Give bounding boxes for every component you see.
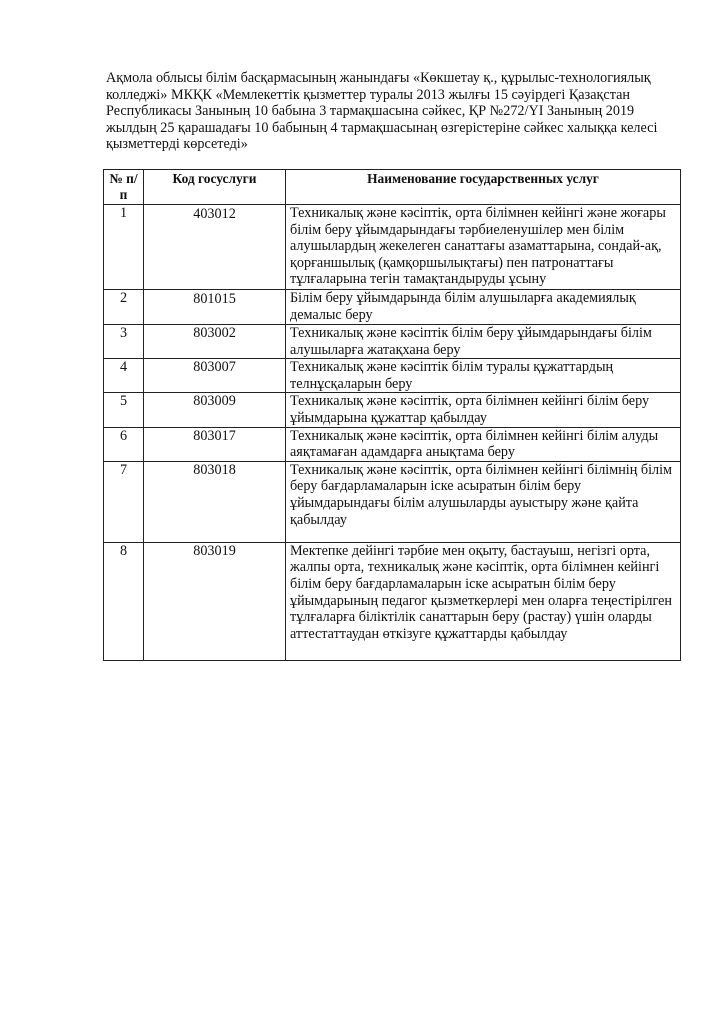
- header-service-code: Код госуслуги: [144, 170, 286, 205]
- intro-paragraph: [106, 70, 676, 153]
- table-row: [104, 393, 681, 427]
- row-service-code: 803019: [144, 542, 286, 660]
- header-service-name: Наименование государственных услуг: [286, 170, 681, 205]
- table-row: [104, 325, 681, 359]
- row-service-code: 801015: [144, 290, 286, 325]
- table-row: [104, 461, 681, 542]
- row-service-code: 803007: [144, 359, 286, 393]
- row-number: 4: [104, 359, 144, 393]
- row-service-name: Техникалық және кәсіптік білім туралы құжаттардың телнұсқаларын беру: [286, 359, 681, 393]
- row-service-name: Мектепке дейінгі тәрбие мен оқыту, бастауыш, негізгі орта, жалпы орта, техникалық және кәсіптік, орта білімнен кейінгі білім беру бағдарламаларын іске асыратын білім беру ұйымдарының педагог қызметкерлері мен оларға теңестірілген тұлғаларға біліктілік санаттарын беру (растау) үшін оларды аттестаттаудан өткізуге құжаттарды қабылдау: [286, 542, 681, 660]
- row-service-name: Білім беру ұйымдарында білім алушыларға академиялық демалыс беру: [286, 290, 681, 325]
- table-row: [104, 205, 681, 290]
- row-service-name: Техникалық және кәсіптік, орта білімнен кейінгі білімнің білім беру бағдарламаларын іске асыратын білім беру ұйымдарындағы білім алушыларды ауыстыру және қайта қабылдау: [286, 461, 681, 542]
- header-number: № п/п: [104, 170, 144, 205]
- row-service-code: 803017: [144, 427, 286, 461]
- table-row: [104, 542, 681, 660]
- services-table: [103, 169, 681, 661]
- row-number: 2: [104, 290, 144, 325]
- row-number: 3: [104, 325, 144, 359]
- row-service-name: Техникалық және кәсіптік, орта білімнен кейінгі және жоғары білім беру ұйымдарындағы тәрбиеленушілер мен білім алушылардың жекелеген санаттағы азаматтарына, сондай-ақ, қорғаншылық (қамқоршылықтағы) пен патронаттағы тұлғаларына тегін тамақтандыруды ұсыну: [286, 205, 681, 290]
- row-service-code: 803018: [144, 461, 286, 542]
- table-row: [104, 427, 681, 461]
- row-number: 7: [104, 461, 144, 542]
- table-row: [104, 359, 681, 393]
- row-service-name: Техникалық және кәсіптік, орта білімнен кейінгі білім беру ұйымдарына құжаттар қабылдау: [286, 393, 681, 427]
- row-number: 1: [104, 205, 144, 290]
- row-service-name: Техникалық және кәсіптік, орта білімнен кейінгі білім алуды аяқтамаған адамдарға анықтама беру: [286, 427, 681, 461]
- row-service-code: 803002: [144, 325, 286, 359]
- table-header-row: [104, 170, 681, 205]
- row-service-name: Техникалық және кәсіптік білім беру ұйымдарындағы білім алушыларға жатақхана беру: [286, 325, 681, 359]
- row-service-code: 803009: [144, 393, 286, 427]
- row-number: 8: [104, 542, 144, 660]
- row-number: 6: [104, 427, 144, 461]
- table-row: [104, 290, 681, 325]
- row-service-code: 403012: [144, 205, 286, 290]
- intro-text: Ақмола облысы білім басқармасының жанындағы «Көкшетау қ., құрылыс-технологиялық колледжі» МКҚК «Мемлекеттік қызметтер туралы 2013 жылғы 15 сәуірдегі Қазақстан Республикасы Занының 10 бабына 3 тармақшасына сәйкес, ҚР №272/YI Занының 2019 жылдың 25 қарашадағы 10 бабының 4 тармақшасынаң өзгерістеріне сәйкес халыққа келесі қызметтерді көрсетеді»: [106, 70, 658, 153]
- row-number: 5: [104, 393, 144, 427]
